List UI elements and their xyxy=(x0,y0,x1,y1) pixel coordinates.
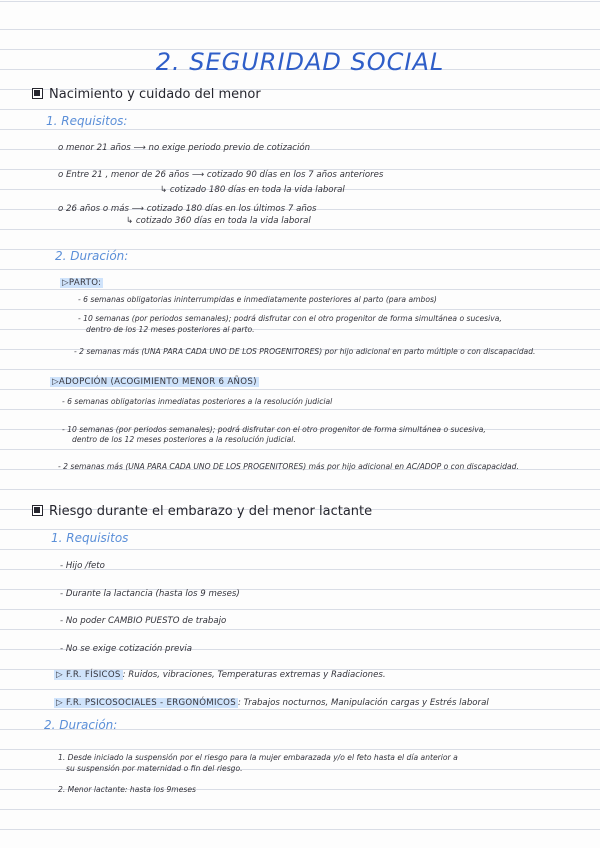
duracion-label: 2. Duración: xyxy=(55,249,129,263)
adopcion-line: - 2 semanas más (UNA PARA CADA UNO DE LOS PROGENITORES) más por hijo adicional en AC/ADOP o con discapacidad. xyxy=(58,462,519,471)
parto-line: dentro de los 12 meses posteriores al parto. xyxy=(86,325,255,334)
section-heading-nacimiento: Nacimiento y cuidado del menor xyxy=(32,87,261,102)
requisito-line: - Hijo /feto xyxy=(60,561,105,571)
requisito-line: ↳ cotizado 180 días en toda la vida laboral xyxy=(160,185,345,195)
duracion-line: su suspensión por maternidad o fin del riesgo. xyxy=(66,764,243,773)
adopcion-line: - 10 semanas (por periodos semanales); podrá disfrutar con el otro progenitor de forma simultánea o sucesiva, xyxy=(62,425,486,434)
checkbox-icon xyxy=(32,505,43,516)
requisito-line: - Durante la lactancia (hasta los 9 meses) xyxy=(60,589,240,599)
requisito-line: ↳ cotizado 360 días en toda la vida laboral xyxy=(126,216,311,226)
fr-psicosociales-line: ▷ F.R. PSICOSOCIALES - ERGONÓMICOS : Trabajos nocturnos, Manipulación cargas y Estrés laboral xyxy=(56,698,489,708)
requisito-line: o 26 años o más ⟶ cotizado 180 días en los últimos 7 años xyxy=(58,204,317,214)
requisito-line: o Entre 21 , menor de 26 años ⟶ cotizado 90 días en los 7 años anteriores xyxy=(58,170,384,180)
requisitos-label: 1. Requisitos xyxy=(51,531,129,545)
fr-fisicos-line: ▷ F.R. FÍSICOS : Ruidos, vibraciones, Temperaturas extremas y Radiaciones. xyxy=(56,670,386,680)
adopcion-line: - 6 semanas obligatorias inmediatas posteriores a la resolución judicial xyxy=(62,397,333,406)
checkbox-icon xyxy=(32,88,43,99)
parto-label: ▷PARTO: xyxy=(62,278,102,288)
requisito-line: - No poder CAMBIO PUESTO de trabajo xyxy=(60,616,227,626)
duracion-line: 1. Desde iniciado la suspensión por el riesgo para la mujer embarazada y/o el feto hasta el día anterior a xyxy=(58,753,458,762)
section-heading-riesgo: Riesgo durante el embarazo y del menor lactante xyxy=(32,504,372,519)
parto-line: - 2 semanas más (UNA PARA CADA UNO DE LOS PROGENITORES) por hijo adicional en parto múltiple o con discapacidad. xyxy=(74,347,536,356)
duracion-label: 2. Duración: xyxy=(44,718,118,732)
requisitos-label: 1. Requisitos: xyxy=(46,114,128,128)
parto-line: - 10 semanas (por periodos semanales); podrá disfrutar con el otro progenitor de forma simultánea o sucesiva, xyxy=(78,314,502,323)
adopcion-label: ▷ADOPCIÓN (ACOGIMIENTO MENOR 6 AÑOS) xyxy=(52,377,257,387)
requisito-line: o menor 21 años ⟶ no exige periodo previo de cotización xyxy=(58,143,311,153)
parto-line: - 6 semanas obligatorias ininterrumpidas e inmediatamente posteriores al parto (para ambos) xyxy=(78,295,437,304)
duracion-line: 2. Menor lactante: hasta los 9meses xyxy=(58,785,196,794)
page-title: 2. SEGURIDAD SOCIAL xyxy=(155,48,445,76)
adopcion-line: dentro de los 12 meses posteriores a la resolución judicial. xyxy=(72,435,296,444)
requisito-line: - No se exige cotización previa xyxy=(60,644,193,654)
